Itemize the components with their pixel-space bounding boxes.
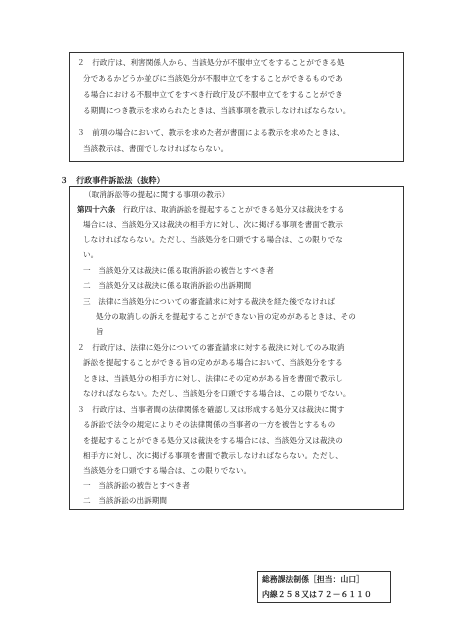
- section-heading: ３ 行政事件訴訟法（抜粋）: [60, 176, 165, 185]
- article-line: 当該処分を口頭でする場合は、この限りでない。: [83, 466, 252, 475]
- article-line: 場合には、当該処分又は裁決の相手方に対し、次に掲げる事項を書面で教示: [83, 220, 343, 229]
- article-line: ２ 行政庁は、法律に処分についての審査請求に対する裁決に対してのみ取消: [77, 343, 345, 352]
- contact-dept: 総務課法制係［担当：山口］: [262, 575, 365, 584]
- article-line: 二 当該訴訟の出訴期間: [83, 496, 168, 505]
- article-line: い。: [83, 250, 99, 259]
- article-line: 訴訟を提起することができる旨の定めがある場合において、当該処分をする: [83, 358, 343, 367]
- article-line: しなければならない。ただし、当該処分を口頭でする場合は、この限りでな: [83, 235, 343, 244]
- article-line: 三 法律に当該処分についての審査請求に対する裁決を経た後でなければ: [83, 297, 336, 306]
- article-line: ときは、当該処分の相手方に対し、法律にその定めがある旨を書面で教示し: [83, 374, 343, 383]
- article-line: 一 当該処分又は裁決に係る取消訴訟の被告とすべき者: [83, 266, 274, 275]
- article-line: 一 当該訴訟の被告とすべき者: [83, 481, 190, 490]
- article-line: る訴訟で法令の規定によりその法律関係の当事者の一方を被告とするもの: [83, 420, 336, 429]
- article-line: 旨: [96, 327, 104, 336]
- article-caption: （取消訴訟等の提起に関する事項の教示）: [84, 190, 230, 199]
- article-line: なければならない。ただし、当該処分を口頭でする場合は、この限りでない。: [83, 389, 351, 398]
- article-number: 第四十六条: [77, 205, 116, 214]
- article-line: を提起することができる処分又は裁決をする場合には、当該処分又は裁決の: [83, 436, 343, 445]
- top-line: ２ 行政庁は、利害関係人から、当該処分が不服申立てをすることができる処: [77, 58, 345, 67]
- contact-extension: 内線２５８又は７２－６１１０: [262, 590, 372, 599]
- article-line: 二 当該処分又は裁決に係る取消訴訟の出訴期間: [83, 281, 252, 290]
- top-line-text: る期間につき教示を求められたときは、当該事項を教示しなければならない。: [83, 106, 351, 115]
- top-line: ３ 前項の場合において、教示を求めた者が書面による教示を求めたときは、: [77, 128, 345, 137]
- top-line: 当該教示は、書面でしなければならない。: [83, 144, 229, 153]
- top-line: [83, 106, 350, 115]
- top-line: 分であるかどうか並びに当該処分が不服申立てをすることができるものであ: [83, 74, 343, 83]
- top-line: る場合における不服申立てをすべき行政庁及び不服申立てをすることができ: [83, 90, 343, 99]
- article-line: [77, 205, 345, 214]
- article-line: ３ 行政庁は、当事者間の法律関係を確認し又は形成する処分又は裁決に関す: [77, 405, 345, 414]
- article-line: 相手方に対し、次に掲げる事項を書面で教示しなければならない。ただし、: [83, 451, 343, 460]
- article-line: 処分の取消しの訴えを提起することができない旨の定めがあるときは、その: [96, 312, 356, 321]
- article-line-text: 行政庁は、取消訴訟を提起することができる処分又は裁決をする: [115, 205, 345, 214]
